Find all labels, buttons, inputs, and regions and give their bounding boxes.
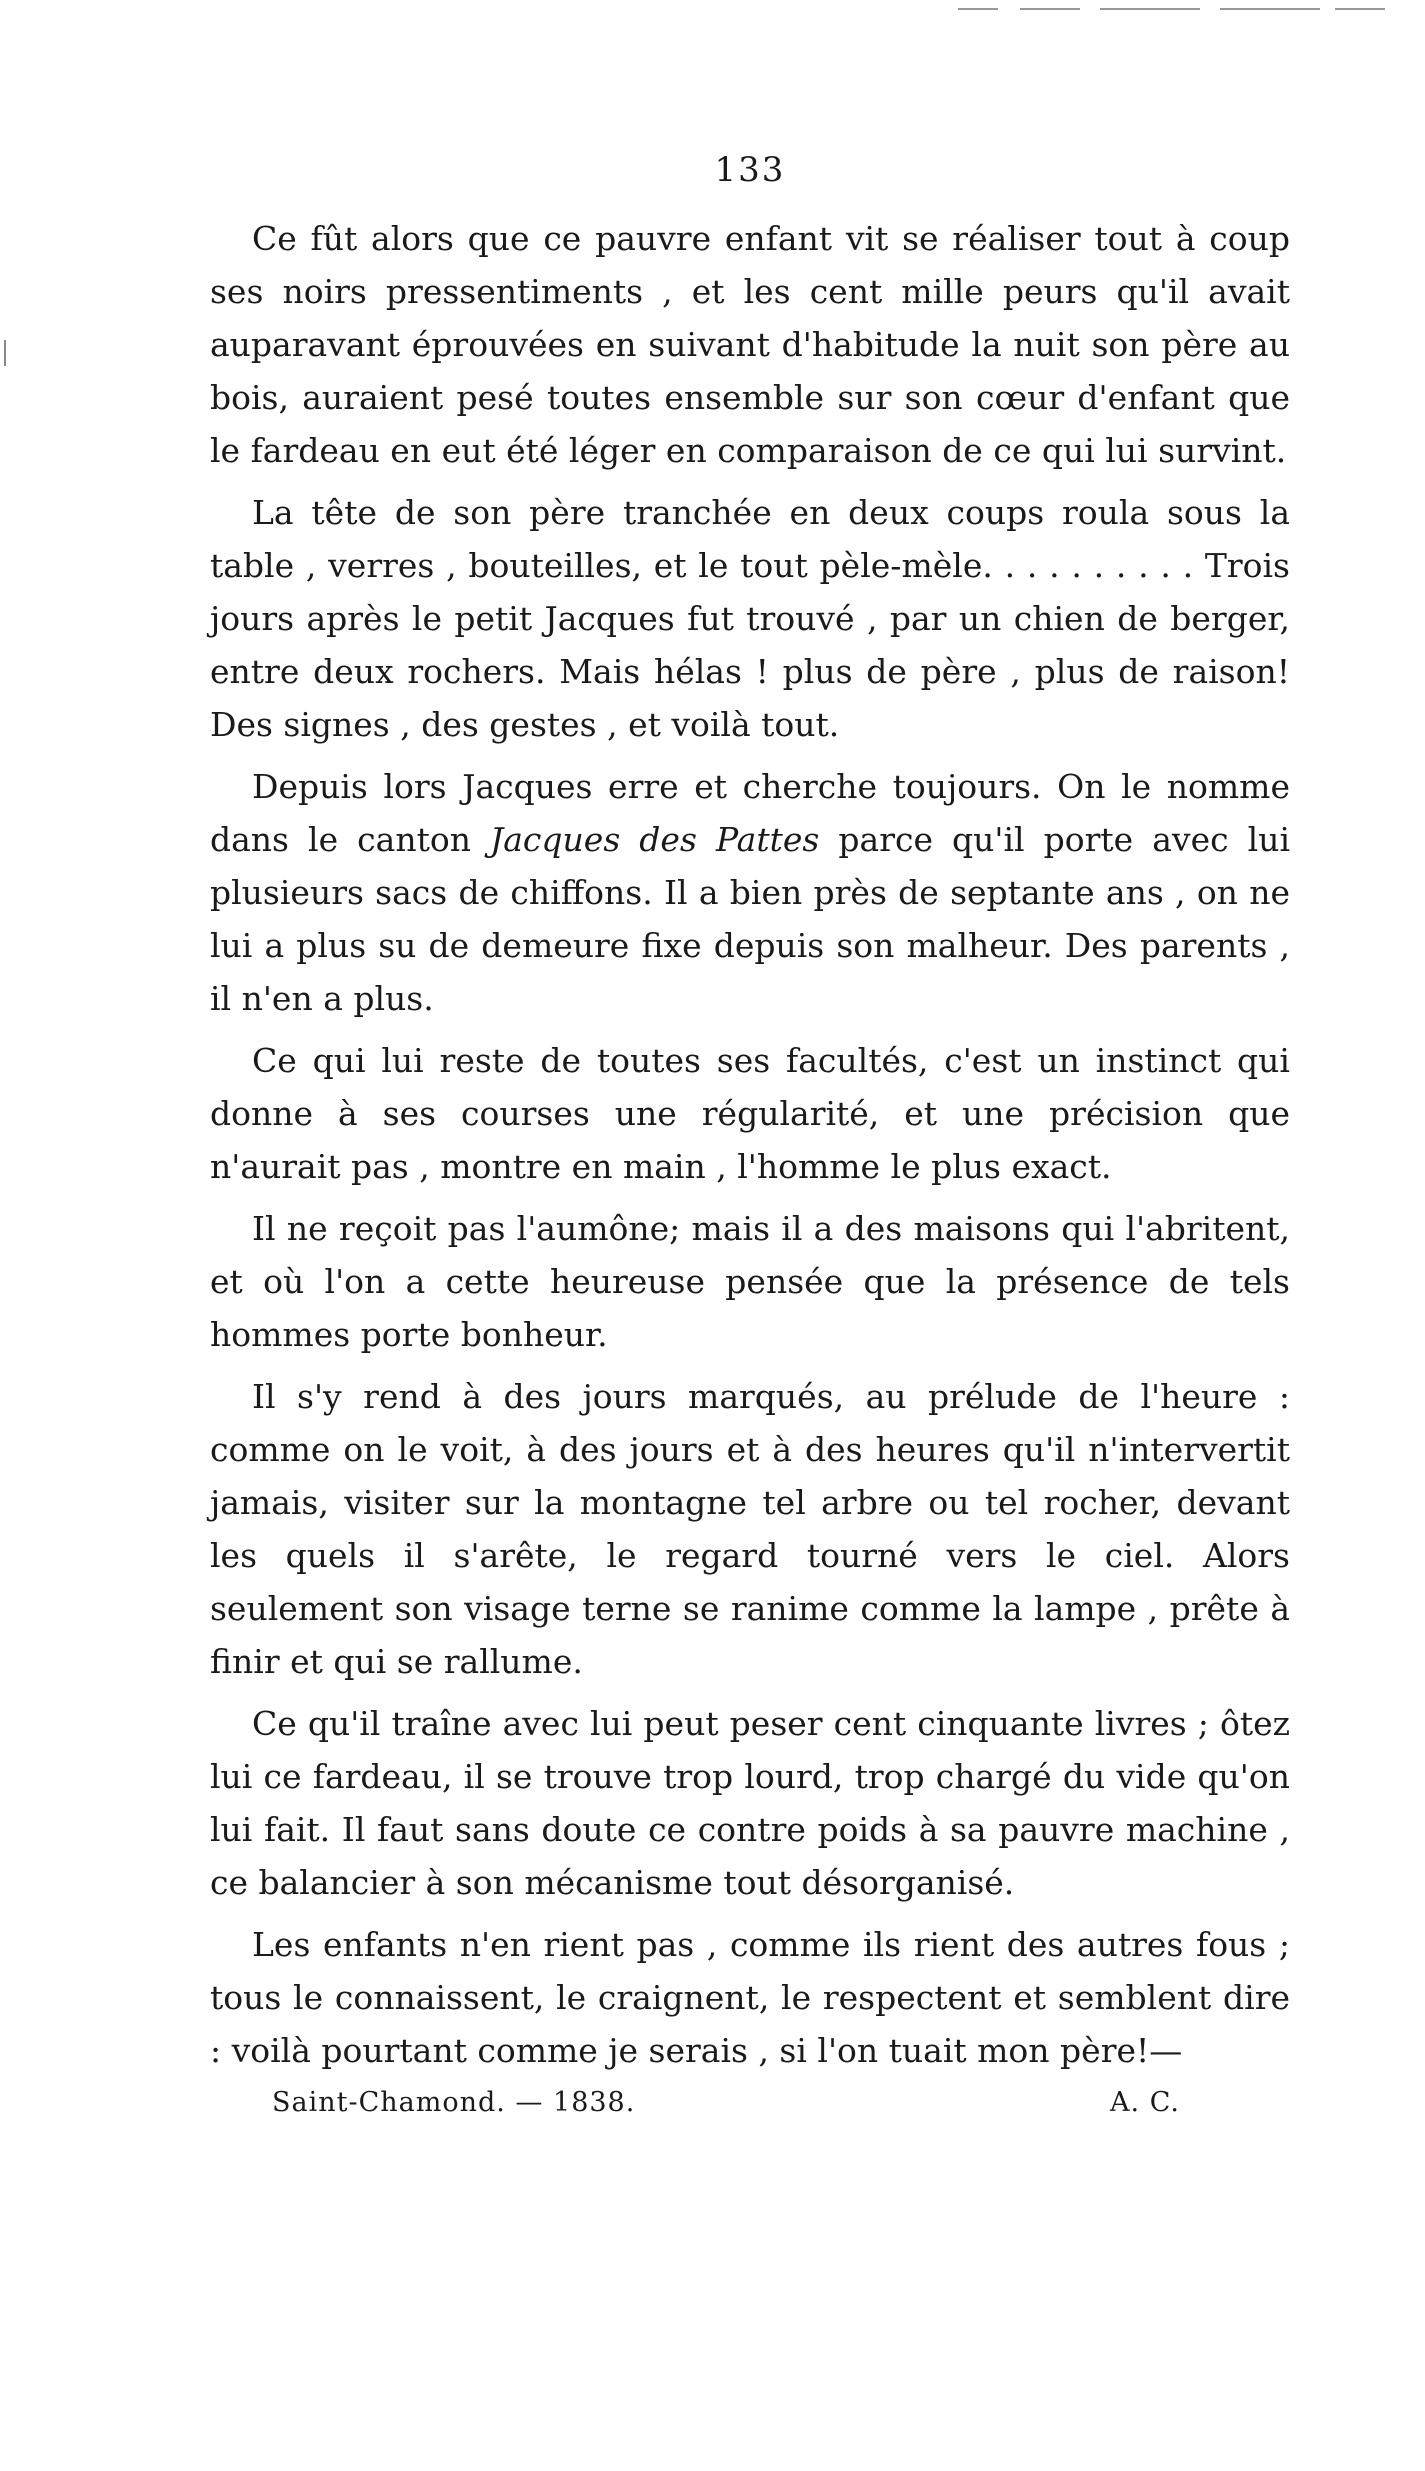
author-initials: A. C. xyxy=(1110,2087,1180,2118)
top-rule xyxy=(1100,8,1200,10)
top-rule xyxy=(1220,8,1320,10)
paragraph-3 xyxy=(210,760,1290,1025)
paragraph-7: Ce qu'il traîne avec lui peut peser cent cinquante livres ; ôtez lui ce fardeau, il se trouve trop lourd, trop chargé du vide qu'on lui fait. Il faut sans doute ce contre poids à sa pauvre machine , ce balancier à son mécanisme tout désorganisé. xyxy=(210,1704,1290,1902)
nickname-italic: Jacques des Pattes xyxy=(490,820,820,859)
signature-line xyxy=(210,2087,1290,2118)
paragraph-2: La tête de son père tranchée en deux coups roula sous la table , verres , bouteilles, et le tout pèle-mèle. . . . . . . . . . Trois jours après le petit Jacques fut trouvé , par un chien de berger, entre deux rochers. Mais hélas ! plus de père , plus de raison! Des signes , des gestes , et voilà tout. xyxy=(210,493,1290,744)
paragraph-3-after: parce qu'il porte avec lui plusieurs sacs de chiffons. Il a bien près de septante ans , on ne lui a plus su de demeure fixe depuis son malheur. Des parents , il n'en a plus. xyxy=(210,820,1290,1018)
place-date: Saint-Chamond. — 1838. xyxy=(272,2087,636,2118)
top-rule xyxy=(958,8,998,10)
paragraph-8: Les enfants n'en rient pas , comme ils rient des autres fous ; tous le connaissent, le craignent, le respectent et semblent dire : voilà pourtant comme je serais , si l'on tuait mon père!— xyxy=(210,1925,1290,2070)
paragraph-3-before: Depuis lors Jacques erre et cherche toujours. On le nomme dans le canton xyxy=(210,767,1290,859)
paragraph-6: Il s'y rend à des jours marqués, au prélude de l'heure : comme on le voit, à des jours et à des heures qu'il n'intervertit jamais, visiter sur la montagne tel arbre ou tel rocher, devant les quels il s'arête, le regard tourné vers le ciel. Alors seulement son visage terne se ranime comme la lampe , prête à finir et qui se rallume. xyxy=(210,1377,1290,1681)
paragraph-4: Ce qui lui reste de toutes ses facultés, c'est un instinct qui donne à ses courses une régularité, et une précision que n'aurait pas , montre en main , l'homme le plus exact. xyxy=(210,1041,1290,1186)
top-rule xyxy=(1020,8,1080,10)
book-page xyxy=(210,150,1290,2118)
margin-mark xyxy=(4,340,6,366)
paragraph-5: Il ne reçoit pas l'aumône; mais il a des maisons qui l'abritent, et où l'on a cette heureuse pensée que la présence de tels hommes porte bonheur. xyxy=(210,1209,1290,1354)
top-rule xyxy=(1335,8,1385,10)
paragraph-1: Ce fût alors que ce pauvre enfant vit se réaliser tout à coup ses noirs pressentiments , et les cent mille peurs qu'il avait auparavant éprouvées en suivant d'habitude la nuit son père au bois, auraient pesé toutes ensemble sur son cœur d'enfant que le fardeau en eut été léger en comparaison de ce qui lui survint. xyxy=(210,219,1290,470)
page-number: 133 xyxy=(714,150,786,190)
